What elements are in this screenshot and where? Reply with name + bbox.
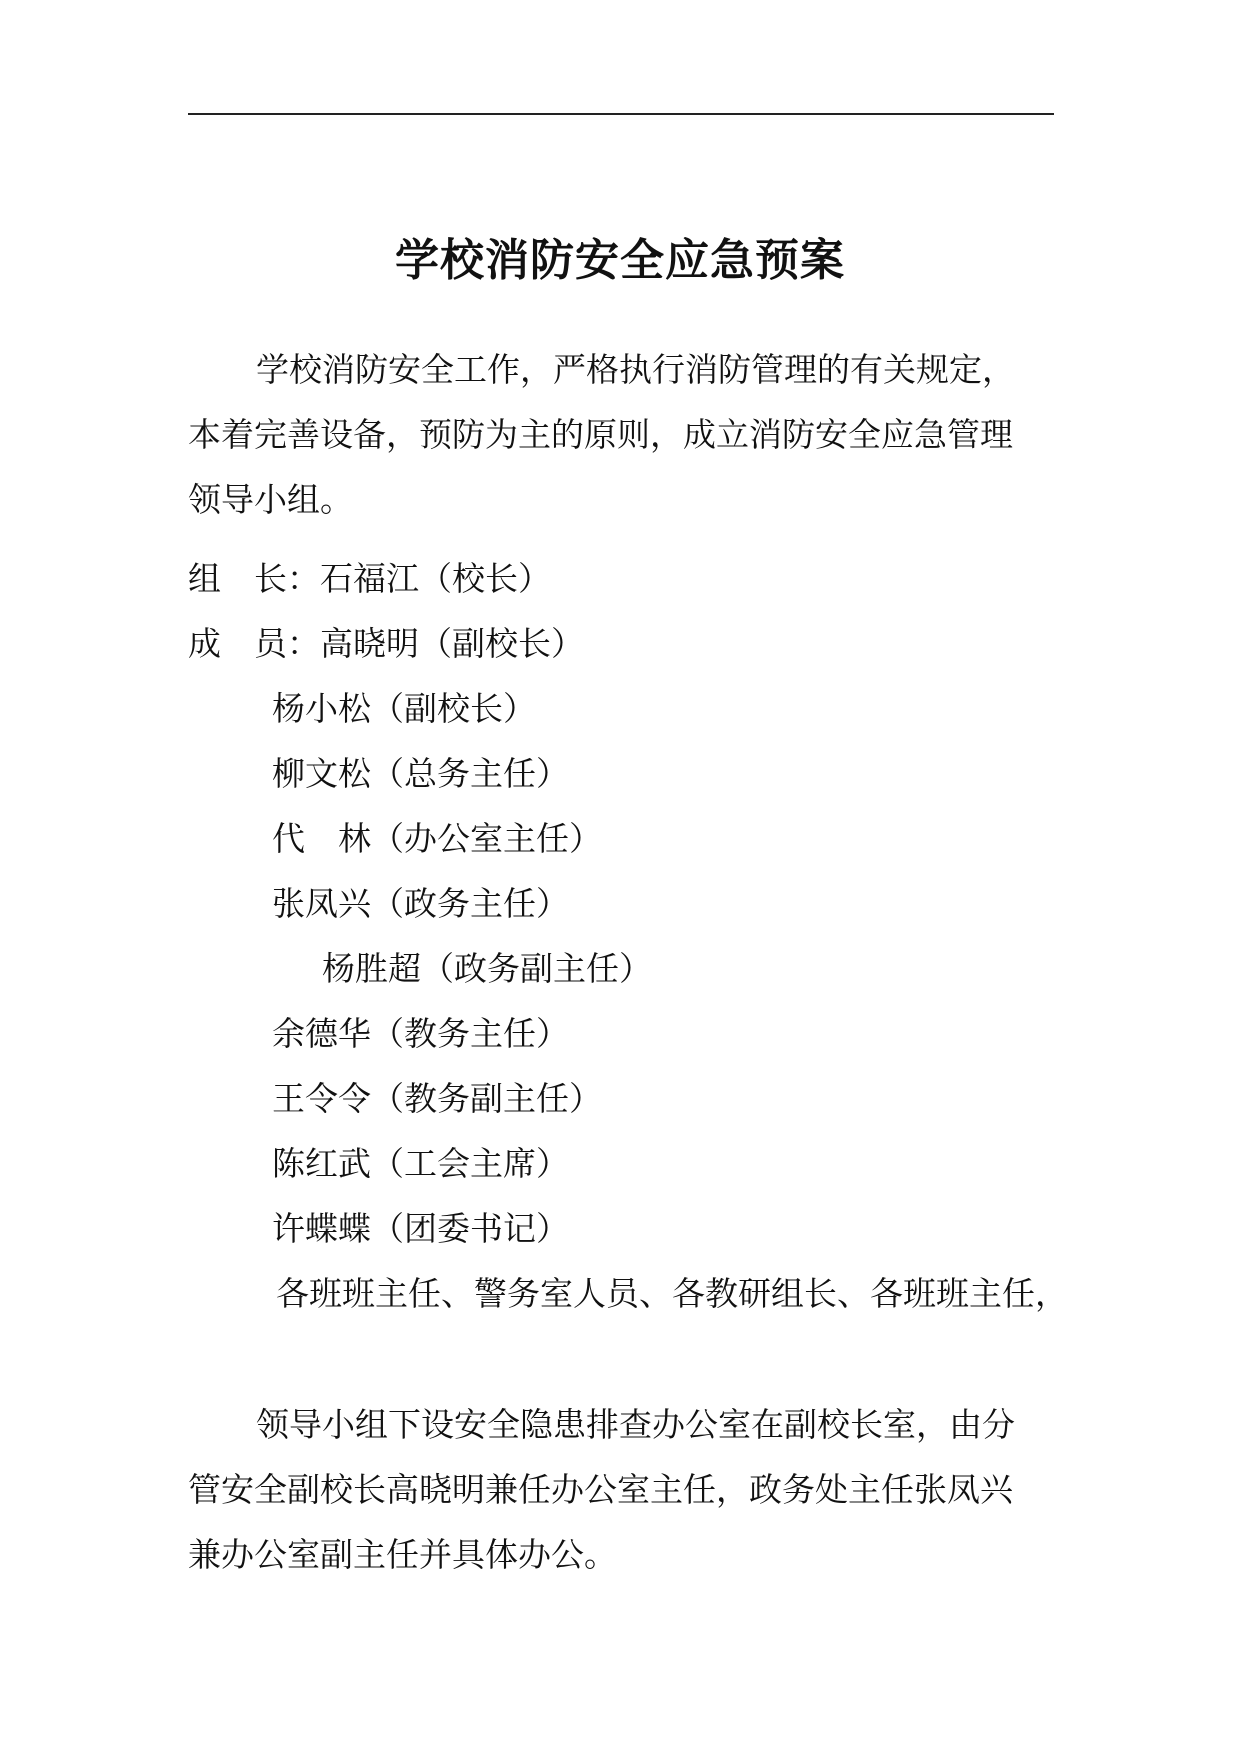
member-item: 陈红武（工会主席）: [272, 1144, 569, 1183]
intro-line: 本着完善设备，预防为主的原则，成立消防安全应急管理: [188, 415, 1013, 454]
office-paragraph: [188, 1392, 1058, 1587]
members-line: [188, 611, 584, 676]
intro-paragraph: [188, 337, 1058, 532]
member-item: 余德华（教务主任）: [272, 1014, 569, 1053]
member-item: 杨胜超（政务副主任）: [322, 949, 652, 988]
intro-line: 领导小组。: [188, 480, 353, 519]
member-item: 张凤兴（政务主任）: [272, 884, 569, 923]
intro-line: 学校消防安全工作，严格执行消防管理的有关规定，: [256, 350, 1015, 389]
member-item: 王令令（教务副主任）: [272, 1079, 602, 1118]
header-rule: [188, 113, 1054, 115]
member-item: 柳文松（总务主任）: [272, 754, 569, 793]
member-item: 杨小松（副校长）: [272, 689, 536, 728]
leader-label: 组 长：: [188, 559, 320, 598]
members-label: 成 员：: [188, 624, 320, 663]
office-line: 领导小组下设安全隐患排查办公室在副校长室，由分: [256, 1405, 1015, 1444]
member-item: 各班班主任、警务室人员、各教研组长、各班班主任，: [276, 1274, 1068, 1313]
member-item: 代 林（办公室主任）: [272, 819, 602, 858]
office-line: 管安全副校长高晓明兼任办公室主任，政务处主任张凤兴: [188, 1470, 1013, 1509]
leader-line: [188, 546, 551, 611]
member-item: 许蝶蝶（团委书记）: [272, 1209, 569, 1248]
leader-value: 石福江（校长）: [320, 559, 551, 598]
office-line: 兼办公室副主任并具体办公。: [188, 1535, 617, 1574]
member-item: 高晓明（副校长）: [320, 624, 584, 663]
document-title: 学校消防安全应急预案: [395, 235, 845, 286]
